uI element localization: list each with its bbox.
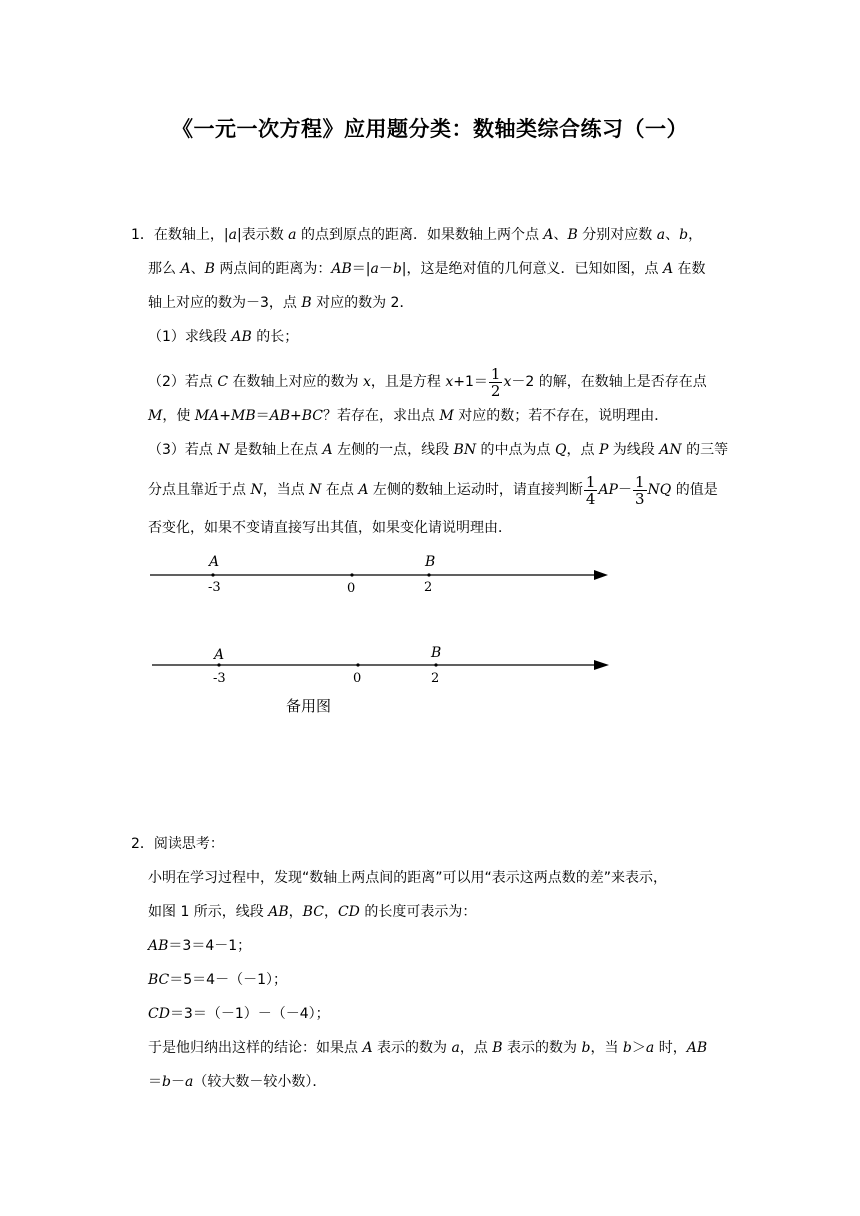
point-b-dot xyxy=(427,573,430,576)
point-b-dot xyxy=(434,663,437,666)
point-a-label: A xyxy=(209,554,220,570)
arrow-right-icon xyxy=(594,570,608,580)
tick-label-origin: 0 xyxy=(347,581,356,596)
problem-2-para-2: 如图 1 所示，线段 AB，BC，CD 的长度可表示为： xyxy=(148,904,477,920)
tick-label-a: -3 xyxy=(213,671,226,686)
figure-caption: 备用图 xyxy=(286,697,332,715)
question-2-cont: M，使 MA+MB＝AB+BC？若存在，求出点 M 对应的数；若不存在，说明理由． xyxy=(148,408,669,424)
origin-dot xyxy=(356,663,359,666)
spare-number-line-figure xyxy=(0,638,860,690)
fraction-one-half: $\frac{1}{2}$ xyxy=(490,364,501,400)
origin-dot xyxy=(350,573,353,576)
problem-2-conclusion: 于是他归纳出这样的结论：如果点 A 表示的数为 a，点 B 表示的数为 b，当 b＞a 时，AB xyxy=(148,1040,708,1056)
question-2: （2）若点 C 在数轴上对应的数为 x，且是方程 x+1＝ $\frac{1}{2}$ x－2 的解，在数轴上是否存在点 xyxy=(148,364,707,400)
tick-label-b: 2 xyxy=(431,671,440,686)
point-b-label: B xyxy=(431,645,442,661)
arrow-right-icon xyxy=(594,660,609,670)
point-a-dot xyxy=(211,573,214,576)
point-a-dot xyxy=(217,663,220,666)
page-title: 《一元一次方程》应用题分类：数轴类综合练习（一） xyxy=(172,117,688,141)
question-3: （3）若点 N 是数轴上在点 A 左侧的一点，线段 BN 的中点为点 Q，点 P 为线段 AN 的三等 xyxy=(148,442,729,458)
equation-bc: BC＝5＝4－（－1）； xyxy=(148,972,287,988)
fraction-one-third: $\frac{1}{3}$ xyxy=(634,472,645,508)
problem-1-line-3: 轴上对应的数为－3，点 B 对应的数为 2． xyxy=(148,295,414,311)
problem-2-conclusion-end: ＝b－a（较大数－较小数）． xyxy=(148,1074,327,1090)
tick-label-a: -3 xyxy=(208,580,221,595)
question-3-cont: 分点且靠近于点 N，当点 N 在点 A 左侧的数轴上运动时，请直接判断 $\frac{1}{4}$ AP－ $\frac{1}{3}$ NQ 的值是 xyxy=(148,472,718,508)
problem-2-heading: 2．阅读思考： xyxy=(131,836,224,852)
tick-label-b: 2 xyxy=(424,580,433,595)
problem-2-para-1: 小明在学习过程中，发现“数轴上两点间的距离”可以用“表示这两点数的差”来表示， xyxy=(148,870,668,886)
point-b-label: B xyxy=(425,554,436,570)
tick-label-origin: 0 xyxy=(353,671,362,686)
number-line-figure xyxy=(0,548,860,598)
equation-ab: AB＝3＝4－1； xyxy=(148,938,252,954)
equation-cd: CD＝3＝（－1）－（－4）； xyxy=(148,1006,330,1022)
question-3-end: 否变化，如果不变请直接写出其值，如果变化请说明理由． xyxy=(148,520,512,536)
problem-1-line-2: 那么 A、B 两点间的距离为：AB＝|a－b|，这是绝对值的几何意义．已知如图，点 A 在数 xyxy=(148,261,706,277)
question-1: （1）求线段 AB 的长； xyxy=(148,329,299,345)
fraction-one-quarter: $\frac{1}{4}$ xyxy=(585,472,596,508)
point-a-label: A xyxy=(214,647,225,663)
problem-1-line-1: 1．在数轴上，|a|表示数 a 的点到原点的距离．如果数轴上两个点 A、B 分别对应数 a、b， xyxy=(131,227,703,243)
